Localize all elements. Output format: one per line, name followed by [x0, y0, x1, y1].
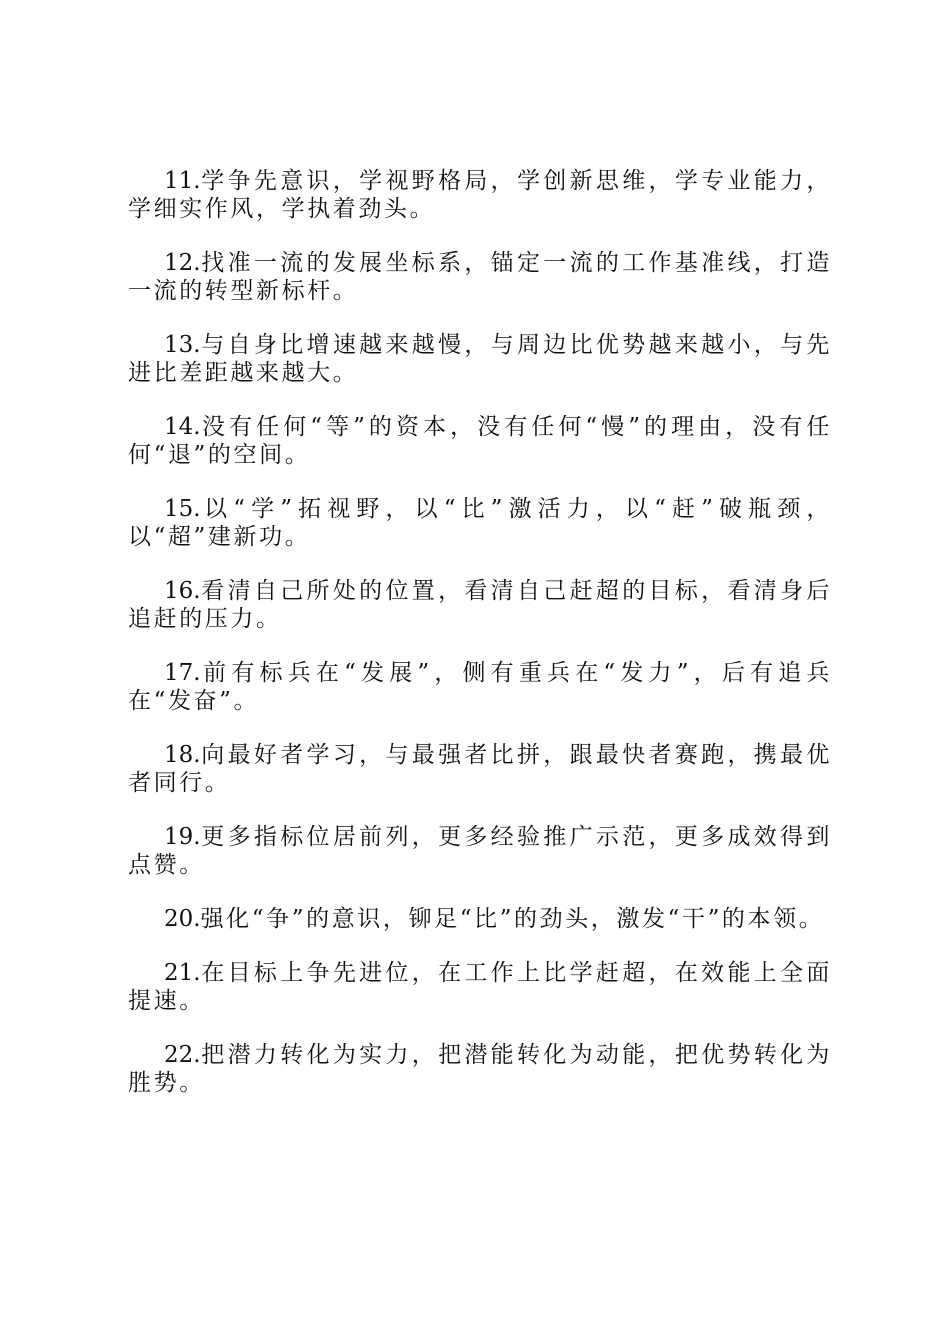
item-text: 把潜力转化为实力，把潜能转化为动能，把优势转化为胜势。: [128, 1042, 832, 1096]
item-text: 与自身比增速越来越慢，与周边比优势越来越小，与先进比差距越来越大。: [128, 332, 832, 386]
item-text: 前有标兵在“发展”，侧有重兵在“发力”，后有追兵在“发奋”。: [128, 660, 832, 714]
item-number: 14.: [164, 414, 201, 440]
list-item: [128, 959, 832, 1015]
item-number: 19.: [164, 824, 201, 850]
list-item: [128, 1041, 832, 1097]
item-text: 向最好者学习，与最强者比拼，跟最快者赛跑，携最优者同行。: [128, 742, 832, 796]
item-number: 17.: [164, 660, 201, 686]
list-item: [128, 659, 832, 715]
list-item: [128, 577, 832, 633]
item-number: 13.: [164, 332, 201, 358]
item-number: 20.: [164, 906, 201, 932]
item-text: 更多指标位居前列，更多经验推广示范，更多成效得到点赞。: [128, 824, 832, 878]
list-item: [128, 905, 832, 933]
item-number: 11.: [164, 168, 201, 194]
item-text: 没有任何“等”的资本，没有任何“慢”的理由，没有任何“退”的空间。: [128, 414, 832, 468]
list-item: [128, 331, 832, 387]
item-text: 看清自己所处的位置，看清自己赶超的目标，看清身后追赶的压力。: [128, 578, 832, 632]
item-text: 在目标上争先进位，在工作上比学赶超，在效能上全面提速。: [128, 960, 832, 1014]
list-item: [128, 741, 832, 797]
document-body: [128, 167, 832, 1123]
list-item: [128, 249, 832, 305]
item-text: 找准一流的发展坐标系，锚定一流的工作基准线，打造一流的转型新标杆。: [128, 250, 832, 304]
item-number: 22.: [164, 1042, 201, 1068]
list-item: [128, 167, 832, 223]
item-number: 15.: [164, 496, 201, 522]
item-number: 18.: [164, 742, 201, 768]
item-text: 强化“争”的意识，铆足“比”的劲头，激发“干”的本领。: [200, 906, 825, 932]
item-number: 12.: [164, 250, 201, 276]
list-item: [128, 413, 832, 469]
item-text: 以“学”拓视野，以“比”激活力，以“赶”破瓶颈，以“超”建新功。: [128, 496, 832, 550]
item-number: 16.: [164, 578, 201, 604]
item-number: 21.: [164, 960, 201, 986]
list-item: [128, 823, 832, 879]
list-item: [128, 495, 832, 551]
item-text: 学争先意识，学视野格局，学创新思维，学专业能力，学细实作风，学执着劲头。: [128, 168, 832, 222]
